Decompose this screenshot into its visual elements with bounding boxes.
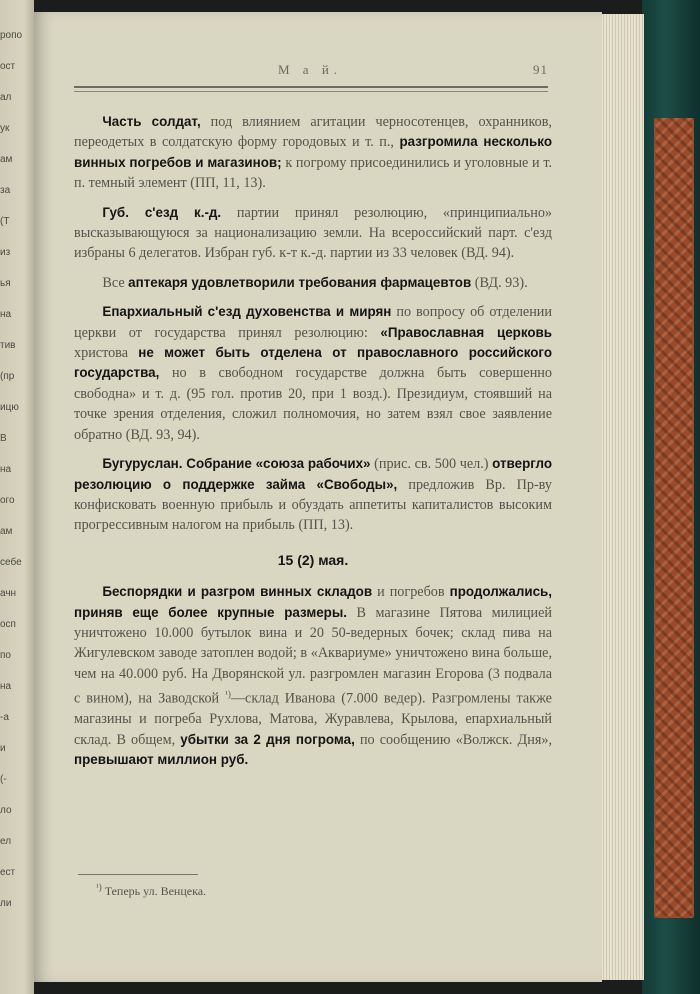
book-cover: [642, 0, 700, 994]
text-run: предложив Вр. Пр-ву конфисковать военную прибыль и обуздать аппетиты капиталистов высоким прогрессивным налогом на прибыль (ПП, 13).: [74, 476, 552, 534]
bold-phrase: «Православная церковь: [380, 324, 552, 340]
left-page-fragment: по: [0, 650, 11, 661]
footnote-mark: ¹): [96, 882, 102, 892]
left-page-fragment: ост: [0, 61, 16, 72]
left-page-fragment: ли: [0, 898, 12, 909]
paragraph: [74, 112, 552, 194]
text-run: и погребов: [372, 584, 450, 601]
left-page-fragment: (пр: [0, 371, 15, 382]
left-page-fragment: из: [0, 247, 11, 258]
text-run: по сообщению «Волжск. Дня»,: [354, 731, 552, 748]
text-run: партии принял резолюцию, «принципиально» высказывающуюся за национализацию земли. На всероссийский парт. с'езд избраны 6 делегатов. Избран губ. к-т к.-д. партии из 33 человек (ВД. 94).: [74, 204, 553, 262]
left-page-fragment: осп: [0, 619, 16, 630]
paragraph: [74, 203, 552, 264]
text-run: к погрому присоединились и уголовные и т. п. темный элемент (ПП, 11, 13).: [74, 154, 552, 192]
bold-phrase: не может быть отделена от православного российского государства,: [74, 345, 552, 381]
left-page-fragment: тив: [0, 340, 16, 351]
paragraph: [74, 582, 552, 770]
left-page-fragment: ицю: [0, 402, 19, 413]
left-page-fragment: (-: [0, 774, 7, 785]
leather-spine-texture: [654, 118, 694, 918]
body-text: [74, 112, 552, 780]
left-page-fragment: ук: [0, 123, 10, 134]
left-page-fragment: ачн: [0, 588, 17, 599]
header-title: М а й.: [278, 62, 343, 77]
left-page-fragment: В: [0, 433, 7, 444]
text-run: Все: [102, 274, 129, 291]
bold-phrase: продолжались, приняв еще более крупные размеры.: [74, 584, 552, 620]
left-page-fragment: на: [0, 464, 12, 475]
bold-phrase: Бугуруслан. Собрание «союза рабочих»: [102, 456, 371, 472]
left-facing-page: [0, 0, 34, 994]
paragraph: [74, 273, 552, 293]
left-page-fragment: ал: [0, 92, 12, 103]
bold-phrase: аптекаря удовлетворили требования фармацевтов: [128, 274, 472, 290]
left-page-fragment: на: [0, 681, 12, 692]
left-page-fragment: себе: [0, 557, 22, 568]
bold-phrase: Беспорядки и разгром винных складов: [102, 584, 373, 600]
bold-phrase: Губ. с'езд к.-д.: [102, 204, 222, 220]
left-page-fragment: ест: [0, 867, 16, 878]
footnote-rule: [78, 874, 198, 875]
text-run: но в свободном государстве должна быть совершенно свободна» и т. д. (95 гол. против 20, при 1 возд.). Президиум, стоявший на точке зрения отделения, сложил полномочия, но затем взял свое заявление обратно (ВД. 93, 94).: [74, 365, 552, 443]
footnote-ref: ¹): [225, 689, 231, 700]
paragraph: [74, 454, 552, 536]
text-run: по вопросу об отделении церкви от государства принял резолюцию:: [74, 304, 552, 341]
bold-phrase: разгромила несколько винных погребов и магазинов;: [74, 134, 552, 170]
text-run: —склад Иванова (7.000 ведер). Разгромлены также магазины и погреба Рухлова, Матова, Журавлева, Крылова, епархиальный склад. В общем,: [74, 690, 552, 748]
bold-phrase: Часть солдат,: [102, 114, 201, 129]
left-page-fragment: ья: [0, 278, 11, 289]
bold-phrase: Епархиальный с'езд духовенства и мирян: [102, 304, 392, 320]
page-number: 91: [533, 62, 548, 77]
bold-phrase: отвергло резолюцию о поддержке займа «Свободы»,: [74, 456, 552, 492]
left-page-fragment: ам: [0, 526, 13, 537]
left-page-fragment: и: [0, 743, 6, 754]
page-edge-stack: [598, 14, 644, 980]
bold-phrase: убытки за 2 дня погрома,: [180, 731, 355, 747]
text-run: (ВД. 93).: [471, 274, 528, 291]
left-page-fragment: ропо: [0, 30, 23, 41]
left-page-fragment: ого: [0, 495, 15, 506]
bold-phrase: превышают миллион руб.: [74, 752, 249, 768]
left-page-fragment: ел: [0, 836, 12, 847]
paragraph: [74, 302, 552, 445]
header-rule: [74, 86, 548, 92]
text-run: В магазине Пятова милицией уничтожено 10.000 бутылок вина и 20 50-ведерных бочек; склад пива на Жигулевском заводе затоплен водой; в «Аквариуме» уничтожено вина больше, чем на 40.000 руб. На Дворянской ул. разгромлен магазин Егорова (3 подвала с вином), на Заводской: [74, 604, 552, 707]
text-run: под влиянием агитации черносотенцев, охранников, переодетых в солдатскую форму городовых и т. п.,: [74, 114, 552, 151]
text-run: христова: [74, 345, 139, 362]
running-header: [78, 62, 548, 82]
footnote-text: Теперь ул. Венцека.: [104, 884, 207, 898]
text-run: (прис. св. 500 чел.): [370, 456, 493, 473]
footnote: [96, 882, 206, 899]
left-page-fragment: (Т: [0, 216, 10, 227]
date-heading: 15 (2) мая.: [277, 551, 349, 568]
left-page-fragment: на: [0, 309, 12, 320]
left-page-fragment: ам: [0, 154, 13, 165]
left-page-fragment: ло: [0, 805, 12, 816]
left-page-fragment: за: [0, 185, 11, 196]
book-page: [34, 12, 602, 982]
left-page-fragment: -а: [0, 712, 9, 723]
